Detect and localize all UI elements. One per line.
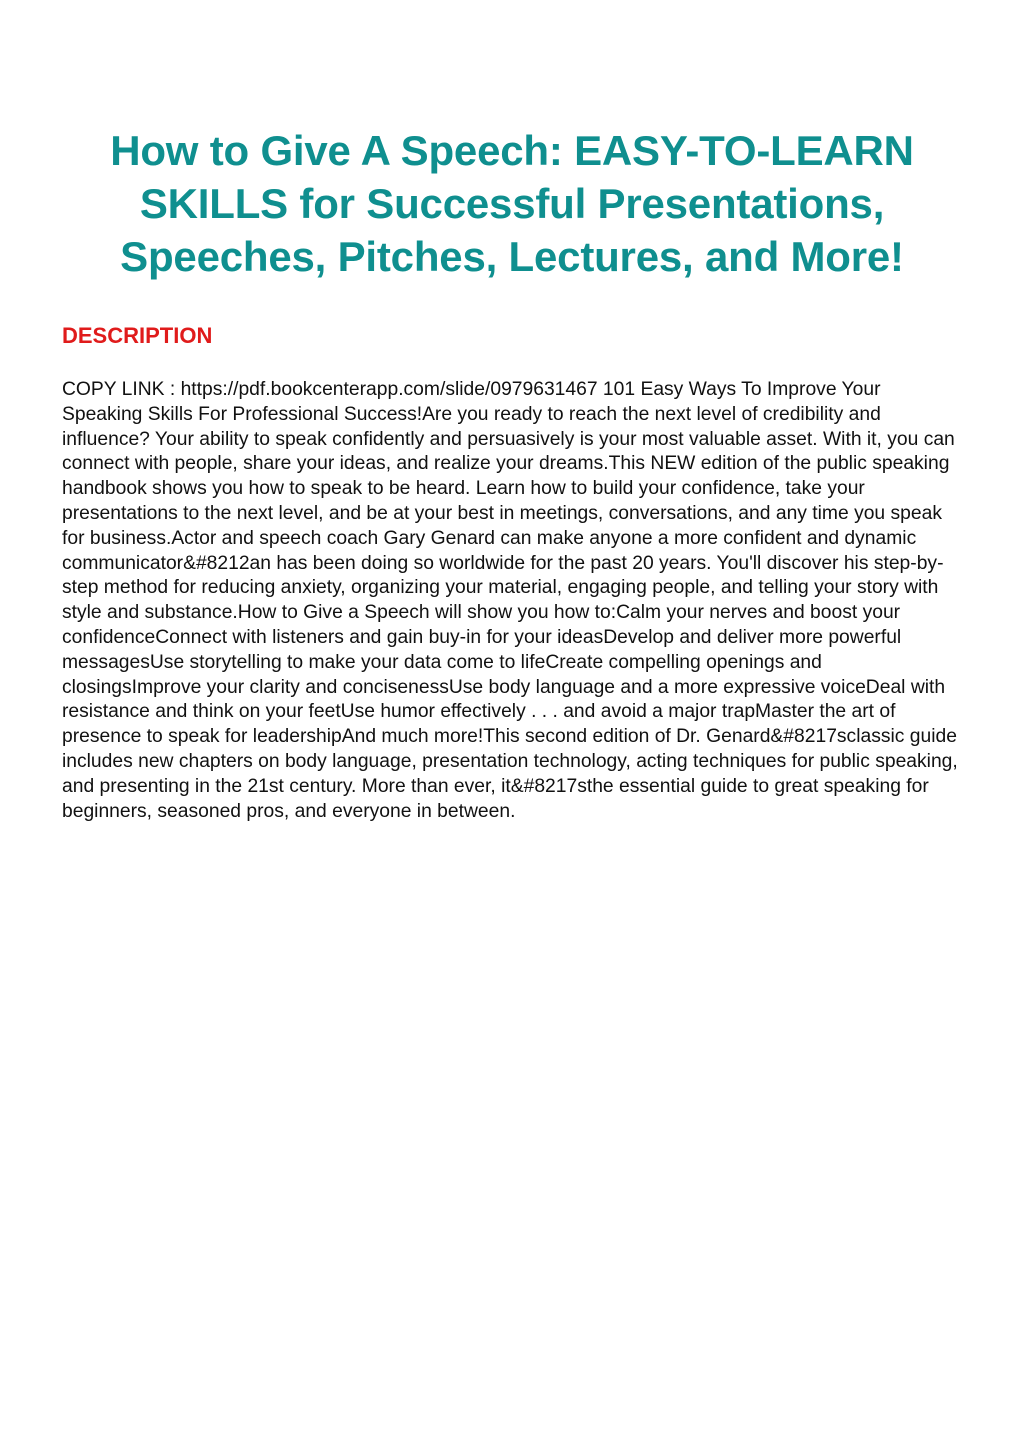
description-text: COPY LINK : https://pdf.bookcenterapp.com/slide/0979631467 101 Easy Ways To Improve Your Speaking Skills For Professional Success!Are you ready to reach the next level of credibility and influence? Your ability to speak confidently and persuasively is your most valuable asset. With it, you can connect with people, share your ideas, and realize your dreams.This NEW edition of the public speaking handbook shows you how to speak to be heard. Learn how to build your confidence, take your presentations to the next level, and be at your best in meetings, conversations, and any time you speak for business.Actor and speech coach Gary Genard can make anyone a more confident and dynamic communicator&#8212an has been doing so worldwide for the past 20 years. You'll discover his step-by-step method for reducing anxiety, organizing your material, engaging people, and telling your story with style and substance.How to Give a Speech will show you how to:Calm your nerves and boost your confidenceConnect with listeners and gain buy-in for your ideasDevelop and deliver more powerful messagesUse storytelling to make your data come to lifeCreate compelling openings and closingsImprove your clarity and concisenessUse body language and a more expressive voiceDeal with resistance and think on your feetUse humor effectively . . . and avoid a major trapMaster the art of presence to speak for leadershipAnd much more!This second edition of Dr. Genard&#8217sclassic guide includes new chapters on body language, presentation technology, acting techniques for public speaking, and presenting in the 21st century. More than ever, it&#8217sthe essential guide to great speaking for beginners, seasoned pros, and everyone in between.	[62, 379, 958, 822]
document-title: How to Give A Speech: EASY-TO-LEARN SKILLS for Successful Presentations, Speeches, Pitches, Lectures, and More!	[110, 127, 914, 280]
description-heading: DESCRIPTION	[62, 323, 213, 348]
